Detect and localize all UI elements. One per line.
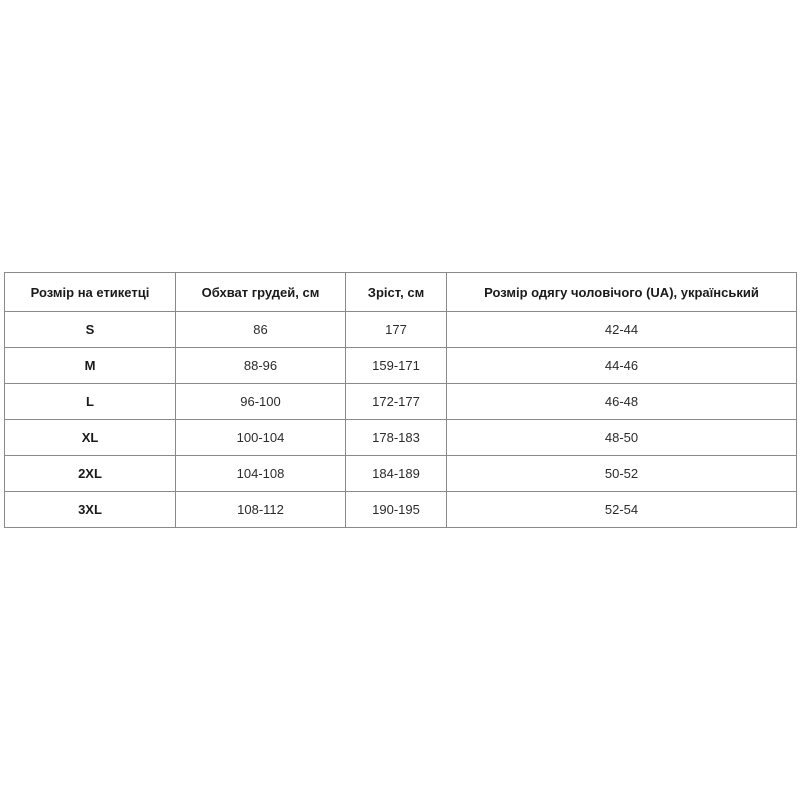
ua-size-cell: 42-44 bbox=[447, 312, 797, 348]
ua-size-cell: 44-46 bbox=[447, 348, 797, 384]
header-chest-girth: Обхват грудей, см bbox=[176, 273, 346, 312]
table-row bbox=[5, 492, 797, 528]
table-header bbox=[5, 273, 797, 312]
label-size-cell: L bbox=[5, 384, 176, 420]
header-ua-size: Розмір одягу чоловічого (UA), український bbox=[447, 273, 797, 312]
label-size-cell: M bbox=[5, 348, 176, 384]
label-size-cell: S bbox=[5, 312, 176, 348]
ua-size-cell: 48-50 bbox=[447, 420, 797, 456]
height-cell: 178-183 bbox=[346, 420, 447, 456]
table-row bbox=[5, 312, 797, 348]
chest-girth-cell: 104-108 bbox=[176, 456, 346, 492]
table-row bbox=[5, 420, 797, 456]
header-height: Зріст, см bbox=[346, 273, 447, 312]
label-size-cell: 3XL bbox=[5, 492, 176, 528]
chest-girth-cell: 88-96 bbox=[176, 348, 346, 384]
height-cell: 177 bbox=[346, 312, 447, 348]
label-size-cell: XL bbox=[5, 420, 176, 456]
height-cell: 184-189 bbox=[346, 456, 447, 492]
chest-girth-cell: 108-112 bbox=[176, 492, 346, 528]
table-row bbox=[5, 384, 797, 420]
header-label-size: Розмір на етикетці bbox=[5, 273, 176, 312]
height-cell: 172-177 bbox=[346, 384, 447, 420]
chest-girth-cell: 100-104 bbox=[176, 420, 346, 456]
header-row bbox=[5, 273, 797, 312]
table-body bbox=[5, 312, 797, 528]
ua-size-cell: 52-54 bbox=[447, 492, 797, 528]
ua-size-cell: 46-48 bbox=[447, 384, 797, 420]
table-row bbox=[5, 348, 797, 384]
height-cell: 159-171 bbox=[346, 348, 447, 384]
label-size-cell: 2XL bbox=[5, 456, 176, 492]
size-chart-table bbox=[4, 272, 797, 528]
table-row bbox=[5, 456, 797, 492]
height-cell: 190-195 bbox=[346, 492, 447, 528]
chest-girth-cell: 96-100 bbox=[176, 384, 346, 420]
ua-size-cell: 50-52 bbox=[447, 456, 797, 492]
chest-girth-cell: 86 bbox=[176, 312, 346, 348]
